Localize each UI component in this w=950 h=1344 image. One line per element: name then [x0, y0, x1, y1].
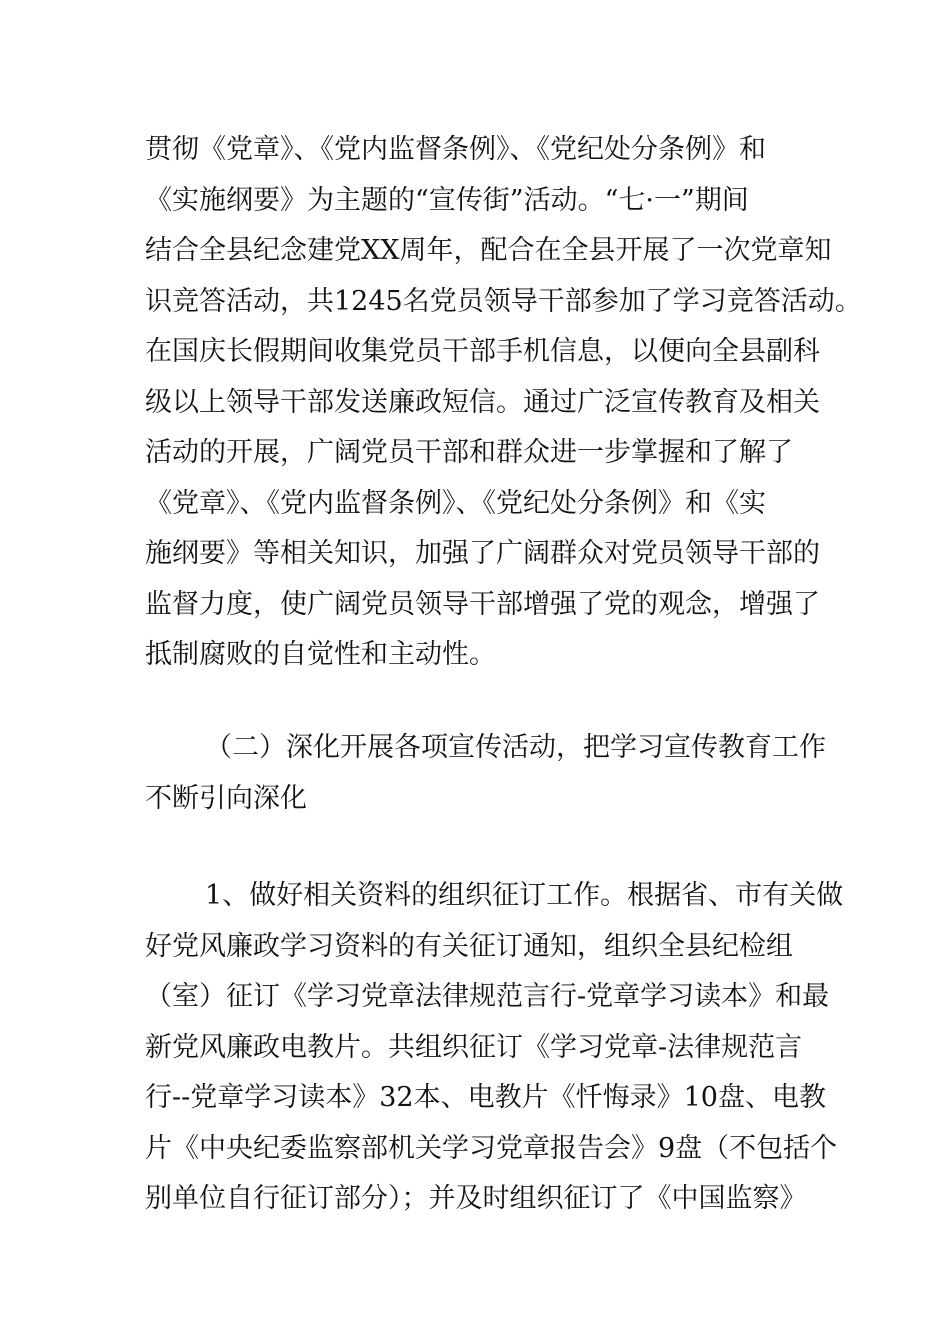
text-line: 1、做好相关资料的组织征订工作。根据省、市有关做	[205, 880, 844, 911]
text-line: （室）征订《学习党章法律规范言行-党章学习读本》和最	[145, 981, 830, 1012]
section-heading	[145, 723, 825, 824]
text-line: 新党风廉政电教片。共组织征订《学习党章-法律规范言	[145, 1031, 803, 1063]
paragraph-subscription-work	[145, 871, 844, 1225]
text-line: 行--党章学习读本》32本、电教片《忏悔录》10盘、电教	[145, 1082, 826, 1113]
text-line: 监督力度，使广阔党员领导干部增强了党的观念，增强了	[145, 588, 820, 620]
text-line: 别单位自行征订部分）；并及时组织征订了《中国监察》	[145, 1183, 807, 1214]
text-line: 好党风廉政学习资料的有关征订通知，组织全县纪检组	[145, 930, 793, 962]
text-line: 施纲要》等相关知识，加强了广阔群众对党员领导干部的	[145, 538, 820, 569]
text-line: 《党章》、《党内监督条例》、《党纪处分条例》和《实	[145, 487, 766, 519]
text-line: 抵制腐败的自觉性和主动性。	[145, 639, 496, 670]
text-line: 在国庆长假期间收集党员干部手机信息，以便向全县副科	[145, 336, 820, 367]
text-line: 级以上领导干部发送廉政短信。通过广泛宣传教育及相关	[145, 386, 820, 418]
text-line: 结合全县纪念建党XX周年，配合在全县开展了一次党章知	[145, 235, 832, 266]
text-line: 贯彻《党章》、《党内监督条例》、《党纪处分条例》和	[145, 134, 766, 165]
text-line: 《实施纲要》为主题的“宣传街”活动。“七·一”期间	[145, 184, 749, 216]
text-line: 活动的开展，广阔党员干部和群众进一步掌握和了解了	[145, 437, 793, 468]
text-line: 识竞答活动，共1245名党员领导干部参加了学习竞答活动。	[145, 285, 862, 317]
heading-line: （二）深化开展各项宣传活动，把学习宣传教育工作	[205, 732, 826, 763]
text-line: 片《中央纪委监察部机关学习党章报告会》9盘（不包括个	[145, 1132, 838, 1164]
heading-line: 不断引向深化	[145, 782, 307, 814]
paragraph-publicity-activities	[145, 125, 862, 681]
